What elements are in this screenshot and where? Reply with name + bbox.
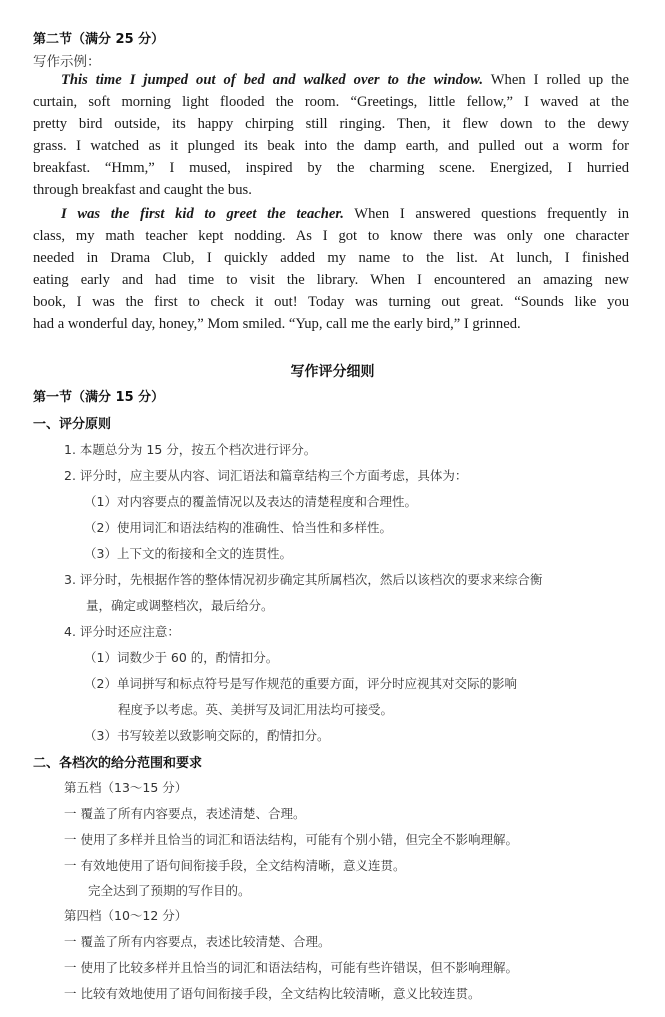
grade-5-item-1: 一 覆盖了所有内容要点，表述清楚、合理。 — [64, 806, 306, 821]
grade-5-item-4: 完全达到了预期的写作目的。 — [88, 883, 251, 898]
section-heading: 第二节（满分 25 分） — [33, 32, 165, 47]
paragraph-2-lead: I was the first kid to greet the teacher. — [61, 206, 344, 222]
principle-4: 4. 评分时还应注意： — [64, 624, 180, 639]
paragraph-1-line-1-rest: When I rolled up the — [483, 72, 629, 88]
sample-label: 写作示例： — [33, 54, 101, 70]
grade-4-label: 第四档（10～12 分） — [64, 908, 188, 923]
principles-heading: 一、评分原则 — [33, 417, 112, 432]
rubric-title: 写作评分细则 — [290, 364, 375, 380]
paragraph-1-line-6: through breakfast and caught the bus. — [33, 182, 252, 198]
grade-4-item-3: 一 比较有效地使用了语句间衔接手段，全文结构比较清晰，意义比较连贯。 — [64, 986, 481, 1001]
paragraph-1-line-2: curtain, soft morning light flooded the room. “Greetings, little fellow,” I waved at the — [33, 94, 629, 110]
grade-5-item-2: 一 使用了多样并且恰当的词汇和语法结构，可能有个别小错，但完全不影响理解。 — [64, 832, 518, 847]
principle-1: 1. 本题总分为 15 分，按五个档次进行评分。 — [64, 442, 317, 457]
paragraph-1-line-1 — [33, 72, 629, 94]
paragraph-1-lead: This time I jumped out of bed and walked over to the window. — [61, 72, 484, 88]
principle-4-item-2-line-1: （2）单词拼写和标点符号是写作规范的重要方面，评分时应视其对交际的影响 — [84, 676, 517, 691]
paragraph-1-line-5: breakfast. “Hmm,” I mused, inspired by the charming scene. Energized, I hurried — [33, 160, 629, 176]
principle-2: 2. 评分时，应主要从内容、词汇语法和篇章结构三个方面考虑，具体为： — [64, 468, 468, 483]
principle-4-item-1: （1）词数少于 60 的，酌情扣分。 — [84, 650, 279, 665]
grades-heading: 二、各档次的给分范围和要求 — [33, 756, 203, 771]
paragraph-2-line-1 — [33, 206, 629, 228]
grade-5-item-3: 一 有效地使用了语句间衔接手段，全文结构清晰，意义连贯。 — [64, 858, 406, 873]
grade-5-label: 第五档（13～15 分） — [64, 780, 188, 795]
principle-2-item-2: （2）使用词汇和语法结构的准确性、恰当性和多样性。 — [84, 520, 392, 535]
paragraph-2-line-2: class, my math teacher kept nodding. As I got to know there was only one character — [33, 228, 629, 244]
principle-4-item-2-line-2: 程度予以考虑。英、美拼写及词汇用法均可接受。 — [118, 702, 394, 717]
principle-2-item-3: （3）上下文的衔接和全文的连贯性。 — [84, 546, 292, 561]
paragraph-2-line-6: had a wonderful day, honey,” Mom smiled. “Yup, call me the early bird,” I grinned. — [33, 316, 521, 332]
principle-4-item-3: （3）书写较差以致影响交际的，酌情扣分。 — [84, 728, 330, 743]
principle-2-item-1: （1）对内容要点的覆盖情况以及表达的清楚程度和合理性。 — [84, 494, 417, 509]
paragraph-1-line-4: grass. I watched as it plunged its beak into the damp earth, and pulled out a worm for — [33, 138, 629, 154]
principle-3-line-1: 3. 评分时，先根据作答的整体情况初步确定其所属档次，然后以该档次的要求来综合衡 — [64, 572, 543, 587]
grade-4-item-2: 一 使用了比较多样并且恰当的词汇和语法结构，可能有些许错误，但不影响理解。 — [64, 960, 518, 975]
principle-3-line-2: 量，确定或调整档次，最后给分。 — [86, 598, 274, 613]
paragraph-2-line-4: eating early and had time to visit the library. When I encountered an amazing new — [33, 272, 629, 288]
paragraph-2-line-5: book, I was the first to check it out! Today was turning out great. “Sounds like you — [33, 294, 629, 310]
paragraph-2-line-1-rest: When I answered questions frequently in — [343, 206, 629, 222]
paragraph-1-line-3: pretty bird outside, its happy chirping still ringing. Then, it flew down to the dewy — [33, 116, 629, 132]
rubric-section-heading: 第一节（满分 15 分） — [33, 390, 165, 405]
paragraph-2-line-3: needed in Drama Club, I quickly added my name to the list. At lunch, I finished — [33, 250, 629, 266]
grade-4-item-1: 一 覆盖了所有内容要点，表述比较清楚、合理。 — [64, 934, 331, 949]
